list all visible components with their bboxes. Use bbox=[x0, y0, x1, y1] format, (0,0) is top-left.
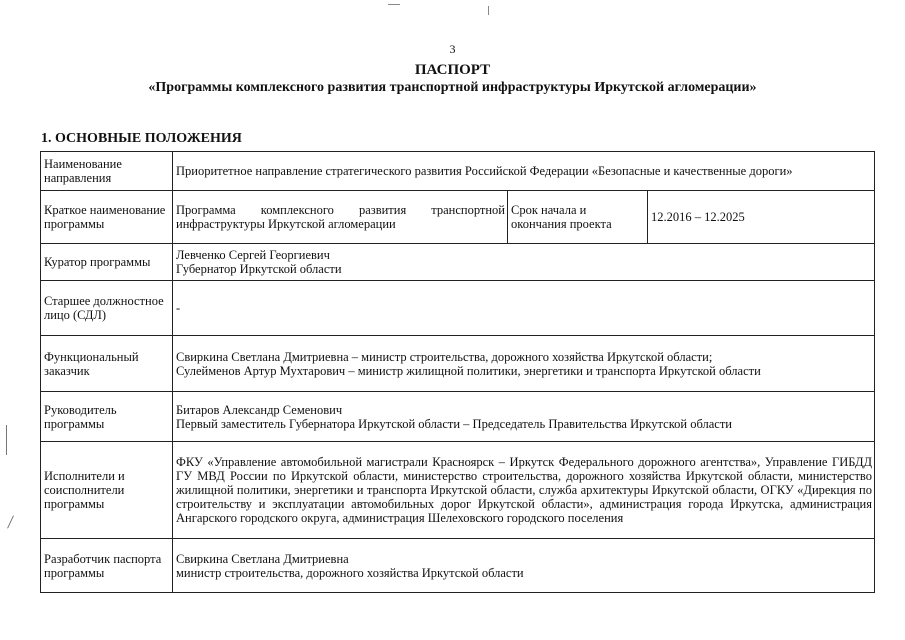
table-row bbox=[41, 191, 875, 244]
scan-artifact-top-tick bbox=[488, 6, 489, 15]
row-label-executors: Исполнители и соисполнители программы bbox=[41, 442, 173, 539]
row-value-senior-official: - bbox=[173, 281, 875, 336]
customer-line-1: Свиркина Светлана Дмитриевна – министр строительства, дорожного хозяйства Иркутской области; bbox=[176, 349, 713, 364]
row-label-head: Руководитель программы bbox=[41, 392, 173, 442]
section-heading: 1. ОСНОВНЫЕ ПОЛОЖЕНИЯ bbox=[41, 131, 242, 146]
row-value-direction: Приоритетное направление стратегического развития Российской Федерации «Безопасные и качественные дороги» bbox=[173, 152, 875, 191]
row-label-short-name: Краткое наименование программы bbox=[41, 191, 173, 244]
row-label-direction: Наименование направления bbox=[41, 152, 173, 191]
table-row bbox=[41, 336, 875, 392]
row-label-senior-official: Старшее должностное лицо (СДЛ) bbox=[41, 281, 173, 336]
table-row bbox=[41, 281, 875, 336]
margin-bracket-mark bbox=[6, 425, 7, 455]
document-title: ПАСПОРТ bbox=[414, 62, 491, 78]
table-row bbox=[41, 442, 875, 539]
row-value-short-name: Программа комплексного развития транспортной инфраструктуры Иркутской агломерации bbox=[173, 191, 508, 244]
row-value-executors: ФКУ «Управление автомобильной магистрали Красноярск – Иркутск Федерального дорожного агентства», Управление ГИБДД ГУ МВД России по Иркутской области, министерство строительства, дорожного хозяйства Иркутской области, министерство жилищной политики, энергетики и транспорта Иркутской области, служба архитектуры Иркутской области, ОГКУ «Дирекция по строительству и эксплуатации автомобильных дорог Иркутской области», администрация города Иркутска, администрация Ангарского городского округа, администрация Шелеховского городского поселения bbox=[173, 442, 875, 539]
row-label-term: Срок начала и окончания проекта bbox=[508, 191, 648, 244]
table-row bbox=[41, 244, 875, 281]
row-value-developer bbox=[173, 539, 875, 593]
table-row bbox=[41, 392, 875, 442]
row-label-developer: Разработчик паспорта программы bbox=[41, 539, 173, 593]
table-row bbox=[41, 152, 875, 191]
head-name: Битаров Александр Семенович bbox=[176, 402, 343, 417]
customer-line-2: Сулейменов Артур Мухтарович – министр жилищной политики, энергетики и транспорта Иркутской области bbox=[176, 363, 761, 378]
scan-artifact-top bbox=[388, 4, 400, 5]
page-number: 3 bbox=[449, 42, 456, 56]
row-value-head bbox=[173, 392, 875, 442]
row-value-customer bbox=[173, 336, 875, 392]
row-value-curator bbox=[173, 244, 875, 281]
head-position: Первый заместитель Губернатора Иркутской области – Председатель Правительства Иркутской области bbox=[176, 416, 732, 431]
curator-position: Губернатор Иркутской области bbox=[176, 262, 342, 276]
curator-name: Левченко Сергей Георгиевич bbox=[176, 248, 330, 262]
margin-slash-mark bbox=[7, 515, 14, 528]
developer-position: министр строительства, дорожного хозяйства Иркутской области bbox=[176, 565, 524, 580]
row-value-term: 12.2016 – 12.2025 bbox=[648, 191, 875, 244]
document-subtitle: «Программы комплексного развития транспортной инфраструктуры Иркутской агломерации» bbox=[148, 80, 757, 95]
developer-name: Свиркина Светлана Дмитриевна bbox=[176, 551, 349, 566]
row-label-curator: Куратор программы bbox=[41, 244, 173, 281]
table-row bbox=[41, 539, 875, 593]
passport-table bbox=[40, 151, 875, 593]
row-label-customer: Функциональный заказчик bbox=[41, 336, 173, 392]
